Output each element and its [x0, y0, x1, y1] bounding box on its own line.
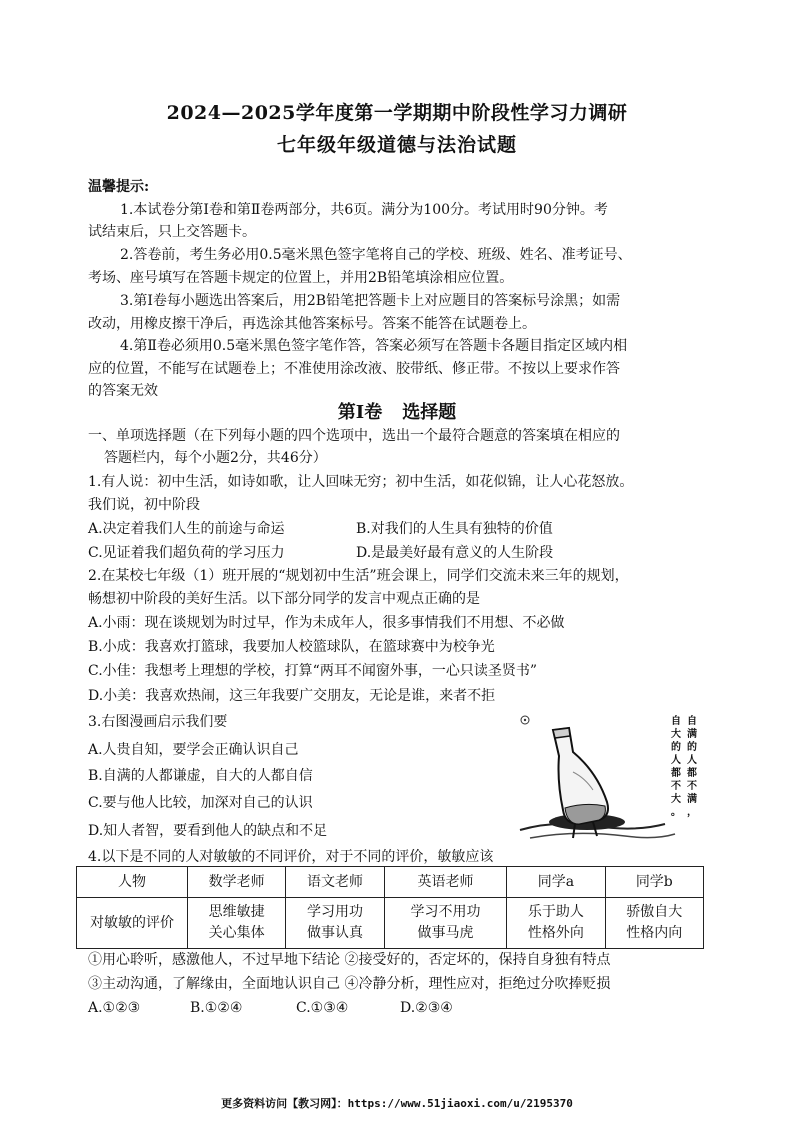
- q4-statements: ③主动沟通，了解缘由，全面地认识自己 ④冷静分析，理性应对，拒绝过分吹捧贬损: [88, 976, 611, 992]
- table-cell: [188, 898, 286, 949]
- instructions-line: 答题栏内，每个小题2分，共46分）: [104, 450, 327, 466]
- cartoon-caption-char: 自: [687, 716, 697, 727]
- q3-option-d: D.知人者智，要看到他人的缺点和不足: [88, 823, 328, 839]
- cartoon-caption-char: 人: [671, 755, 681, 766]
- table-cell-line: 学习不用功: [410, 904, 481, 920]
- q4-option-b: B.①②④: [190, 1000, 243, 1016]
- table-header-cell: 同学b: [605, 867, 703, 898]
- cartoon-caption-char: 满: [687, 794, 697, 805]
- cartoon-caption-char: 的: [671, 742, 681, 753]
- table-cell-line: 骄傲自大: [626, 904, 683, 920]
- q3-stem: 3.右图漫画启示我们要: [88, 714, 228, 730]
- q3-option-a: A.人贵自知，要学会正确认识自己: [88, 742, 299, 758]
- q2-stem: 2.在某校七年级（1）班开展的“规划初中生活”班会课上，同学们交流未来三年的规划，: [88, 568, 629, 584]
- notice-line: 考场、座号填写在答题卡规定的位置上，并用2B铅笔填涂相应位置。: [88, 270, 514, 286]
- cartoon-caption: [653, 716, 707, 826]
- notice-line: 应的位置，不能写在试题卷上；不准使用涂改液、胶带纸、修正带。不按以上要求作答: [88, 361, 620, 377]
- cartoon-caption-char: 自: [671, 716, 681, 727]
- table-header-cell: 英语老师: [384, 867, 507, 898]
- cartoon-caption-char: 不: [671, 781, 681, 792]
- q2-option-c: C.小佳：我想考上理想的学校，打算“两耳不闻窗外事，一心只读圣贤书”: [88, 663, 537, 679]
- q1-option-c: C.见证着我们超负荷的学习压力: [88, 545, 285, 561]
- q3-option-b: B.自满的人都谦虚，自大的人都自信: [88, 768, 313, 784]
- table-cell-line: 做事认真: [307, 925, 364, 941]
- section-title: [0, 398, 794, 424]
- q4-option-a: A.①②③: [88, 1000, 141, 1016]
- table-row-label: 对敏敏的评价: [77, 898, 188, 949]
- table-header-row: [77, 867, 704, 898]
- table-cell-line: 关心集体: [208, 925, 265, 941]
- table-header-cell: 同学a: [507, 867, 605, 898]
- notice-heading: 温馨提示:: [88, 179, 150, 195]
- table-cell: [507, 898, 605, 949]
- table-header-cell: 语文老师: [286, 867, 384, 898]
- cartoon-caption-char: 大: [671, 729, 681, 740]
- table-cell-line: 做事马虎: [417, 925, 474, 941]
- cartoon-illustration: [515, 712, 710, 847]
- cartoon-caption-char: 。: [671, 807, 681, 818]
- q4-option-d: D.②③④: [400, 1000, 453, 1016]
- q1-option-b: B.对我们的人生具有独特的价值: [356, 521, 553, 537]
- notice-line: 3.第Ⅰ卷每小题选出答案后，用2B铅笔把答题卡上对应题目的答案标号涂黑；如需: [120, 293, 621, 309]
- table-cell: [384, 898, 507, 949]
- notice-line: 的答案无效: [88, 383, 158, 399]
- q1-option-a: A.决定着我们人生的前途与命运: [88, 521, 285, 537]
- notice-line: 改动，用橡皮擦干净后，再选涂其他答案标号。答案不能答在试题卷上。: [88, 316, 536, 332]
- q2-stem: 畅想初中阶段的美好生活。以下部分同学的发言中观点正确的是: [88, 591, 480, 607]
- instructions-line: 一、单项选择题（在下列每小题的四个选项中，选出一个最符合题意的答案填在相应的: [88, 428, 620, 444]
- section-name: 选择题: [402, 402, 457, 423]
- cartoon-caption-char: ，: [687, 807, 697, 818]
- section-part: 第Ⅰ卷: [337, 402, 383, 423]
- exam-title: 2024—2025学年度第一学期期中阶段性学习力调研: [166, 102, 628, 124]
- q4-option-c: C.①③④: [296, 1000, 349, 1016]
- exam-subtitle: 七年级年级道德与法治试题: [276, 134, 517, 156]
- notice-line: 试结束后，只上交答题卡。: [88, 224, 256, 240]
- table-cell-line: 性格外向: [527, 925, 584, 941]
- q1-option-d: D.是最美好最有意义的人生阶段: [356, 545, 554, 561]
- footer-link[interactable]: 更多资料访问【教习网】：https://www.51jiaoxi.com/u/2195370: [221, 1097, 573, 1110]
- table-cell-line: 学习用功: [307, 904, 364, 920]
- q2-option-a: A.小雨：现在谈规划为时过早，作为未成年人，很多事情我们不用想、不必做: [88, 615, 565, 631]
- q1-stem: 1.有人说：初中生活，如诗如歌，让人回味无穷；初中生活，如花似锦，让人心花怒放。: [88, 474, 634, 490]
- cartoon-caption-char: 人: [687, 755, 697, 766]
- evaluation-table: [76, 866, 704, 949]
- q4-statements: ①用心聆听，感激他人，不过早地下结论 ②接受好的，否定坏的，保持自身独有特点: [88, 952, 611, 968]
- q1-stem: 我们说，初中阶段: [88, 497, 200, 513]
- cartoon-caption-char: 大: [671, 794, 681, 805]
- q2-option-b: B.小成：我喜欢打篮球，我要加人校篮球队，在篮球赛中为校争光: [88, 639, 495, 655]
- cartoon-caption-char: 都: [687, 768, 697, 779]
- table-cell: [286, 898, 384, 949]
- table-cell: [605, 898, 703, 949]
- table-row: [77, 898, 704, 949]
- table-cell-line: 乐于助人: [527, 904, 584, 920]
- q2-option-d: D.小美：我喜欢热闹，这三年我要广交朋友，无论是谁，来者不拒: [88, 688, 496, 704]
- table-header-cell: 数学老师: [188, 867, 286, 898]
- table-cell-line: 思维敏捷: [208, 904, 265, 920]
- cartoon-caption-char: 满: [687, 729, 697, 740]
- cartoon-caption-char: 不: [687, 781, 697, 792]
- q3-option-c: C.要与他人比较，加深对自己的认识: [88, 795, 313, 811]
- q4-stem: 4.以下是不同的人对敏敏的不同评价，对于不同的评价，敏敏应该: [88, 849, 494, 865]
- table-header-cell: 人物: [77, 867, 188, 898]
- notice-line: 2.答卷前，考生务必用0.5毫米黑色签字笔将自己的学校、班级、姓名、准考证号、: [120, 247, 632, 263]
- cartoon-caption-char: 的: [687, 742, 697, 753]
- cartoon-caption-char: 都: [671, 768, 681, 779]
- notice-line: 1.本试卷分第Ⅰ卷和第Ⅱ卷两部分，共6页。满分为100分。考试用时90分钟。考: [120, 202, 608, 218]
- notice-line: 4.第Ⅱ卷必须用0.5毫米黑色签字笔作答，答案必须写在答题卡各题目指定区域内相: [120, 338, 628, 354]
- table-cell-line: 性格内向: [626, 925, 683, 941]
